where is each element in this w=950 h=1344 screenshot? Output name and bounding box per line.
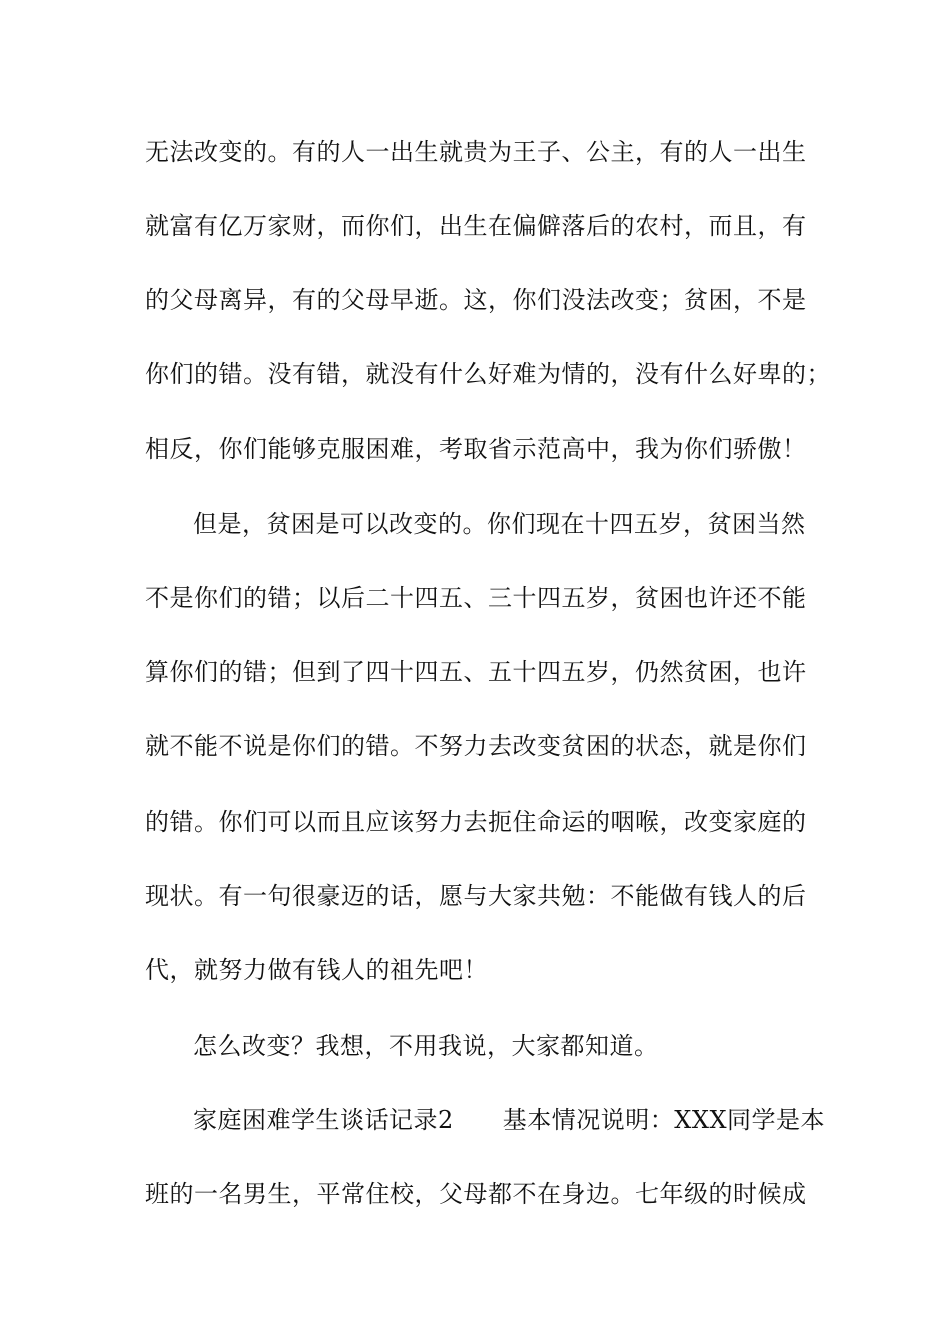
text-line: 无法改变的。有的人一出生就贵为王子、公主，有的人一出生 [145, 138, 807, 166]
text-line: 就富有亿万家财，而你们，出生在偏僻落后的农村，而且，有 [145, 212, 807, 240]
paragraph-first-line: 家庭困难学生谈话记录2 基本情况说明：XXX同学是本 [193, 1106, 826, 1134]
text-line: 代，就努力做有钱人的祖先吧！ [145, 956, 488, 984]
text-line: 班的一名男生，平常住校，父母都不在身边。七年级的时候成 [145, 1180, 807, 1208]
paragraph-first-line: 但是，贫困是可以改变的。你们现在十四五岁，贫困当然 [193, 510, 806, 538]
text-line: 的错。你们可以而且应该努力去扼住命运的咽喉，改变家庭的 [145, 808, 807, 836]
paragraph-first-line: 怎么改变？我想，不用我说，大家都知道。 [193, 1032, 659, 1060]
text-line: 不是你们的错；以后二十四五、三十四五岁，贫困也许还不能 [145, 584, 807, 612]
text-line: 你们的错。没有错，就没有什么好难为情的，没有什么好卑的； [145, 360, 831, 388]
text-line: 算你们的错；但到了四十四五、五十四五岁，仍然贫困，也许 [145, 658, 807, 686]
text-line: 现状。有一句很豪迈的话，愿与大家共勉：不能做有钱人的后 [145, 882, 807, 910]
text-line: 相反，你们能够克服困难，考取省示范高中，我为你们骄傲！ [145, 435, 807, 463]
text-line: 的父母离异，有的父母早逝。这，你们没法改变；贫困，不是 [145, 286, 807, 314]
text-line: 就不能不说是你们的错。不努力去改变贫困的状态，就是你们 [145, 732, 807, 760]
